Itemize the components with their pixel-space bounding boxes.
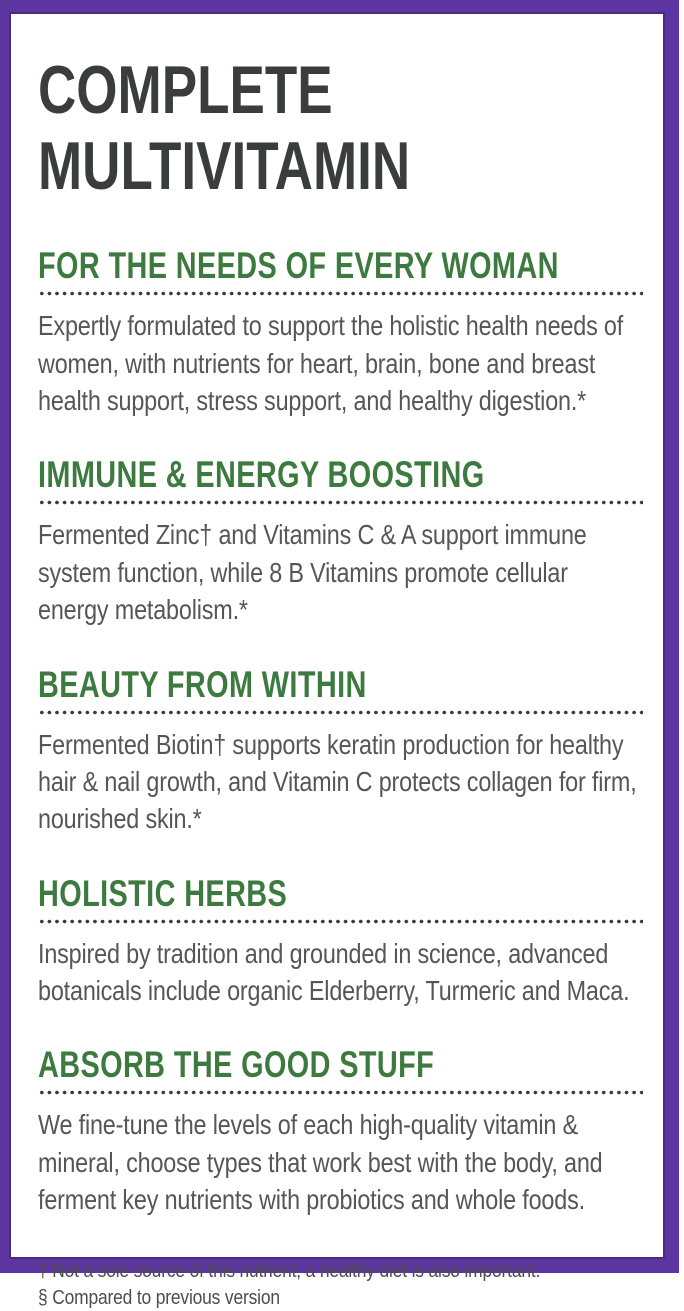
dotted-divider <box>38 1090 643 1095</box>
product-title-line-2: MULTIVITAMIN <box>38 128 411 205</box>
footnotes <box>38 1257 684 1311</box>
section-heading: ABSORB THE GOOD STUFF <box>38 1044 435 1086</box>
dotted-divider <box>38 919 643 924</box>
section-absorb-the-good-stuff <box>38 1045 643 1218</box>
section-beauty-from-within <box>38 665 643 838</box>
dotted-divider <box>38 500 643 505</box>
footnote-section-mark: § Compared to previous version <box>38 1286 280 1310</box>
section-body: Fermented Biotin† supports keratin production for healthy hair & nail growth, and Vitamin C protects collagen for firm, nourished skin.* <box>38 728 637 835</box>
content-area <box>11 14 663 1311</box>
content-panel <box>9 12 665 1310</box>
section-heading: BEAUTY FROM WITHIN <box>38 663 367 705</box>
section-heading: HOLISTIC HERBS <box>38 872 288 914</box>
section-immune-energy-boosting <box>38 455 643 628</box>
section-needs-of-every-woman <box>38 246 643 419</box>
section-heading: IMMUNE & ENERGY BOOSTING <box>38 454 485 496</box>
dotted-divider <box>38 710 643 715</box>
section-body: Fermented Zinc† and Vitamins C & A support immune system function, while 8 B Vitamins promote cellular energy metabolism.* <box>38 519 587 626</box>
footnote-dagger: † Not a sole source of this nutrient; a healthy diet is also important. <box>38 1258 541 1282</box>
dotted-divider <box>38 291 643 296</box>
section-body: Inspired by tradition and grounded in science, advanced botanicals include organic Elderberry, Turmeric and Maca. <box>38 937 630 1007</box>
section-holistic-herbs <box>38 874 643 1010</box>
section-heading: FOR THE NEEDS OF EVERY WOMAN <box>38 245 559 287</box>
product-title <box>38 52 510 204</box>
section-body: We fine-tune the levels of each high-quality vitamin & mineral, choose types that work best with the body, and ferment key nutrients with probiotics and whole foods. <box>38 1109 603 1216</box>
product-title-line-1: COMPLETE <box>38 52 333 128</box>
section-body: Expertly formulated to support the holistic health needs of women, with nutrients for heart, brain, bone and breast health support, stress support, and healthy digestion.* <box>38 310 624 417</box>
